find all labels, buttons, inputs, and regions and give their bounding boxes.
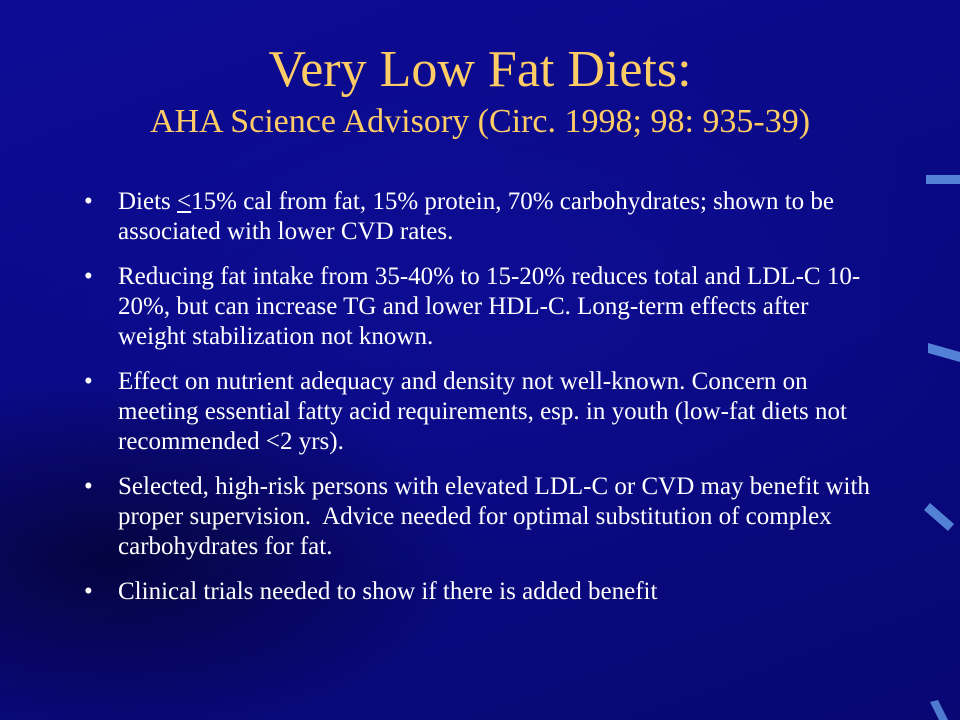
bullet-item-5: • Clinical trials needed to show if there is added benefit <box>80 577 880 607</box>
bullet-1-suffix: 15% cal from fat, 15% protein, 70% carbohydrates; shown to be associated with lower CVD rates. <box>118 188 835 245</box>
edge-mark-4 <box>930 700 948 720</box>
bullet-item-1 <box>80 187 880 247</box>
bullet-list <box>80 187 880 622</box>
edge-mark-2 <box>928 343 960 362</box>
bullet-1-prefix: Diets <box>118 188 178 215</box>
edge-mark-1 <box>926 175 960 184</box>
edge-mark-3 <box>924 503 954 531</box>
bullet-1-underlined-symbol: < <box>177 188 192 215</box>
title-subtitle: AHA Science Advisory (Circ. 1998; 98: 935-39) <box>149 103 811 140</box>
bullet-item-4: • Selected, high-risk persons with elevated LDL-C or CVD may benefit with proper supervision. Advice needed for optimal substitution of complex carbohydrates for fat. <box>80 472 880 562</box>
bullet-item-2: • Reducing fat intake from 35-40% to 15-20% reduces total and LDL-C 10-20%, but can increase TG and lower HDL-C. Long-term effects after weight stabilization not known. <box>80 262 880 352</box>
title-main: Very Low Fat Diets: <box>268 41 692 98</box>
slide-title <box>0 40 960 142</box>
bullet-item-3: • Effect on nutrient adequacy and density not well-known. Concern on meeting essential fatty acid requirements, esp. in youth (low-fat diets not recommended <2 yrs). <box>80 367 880 457</box>
